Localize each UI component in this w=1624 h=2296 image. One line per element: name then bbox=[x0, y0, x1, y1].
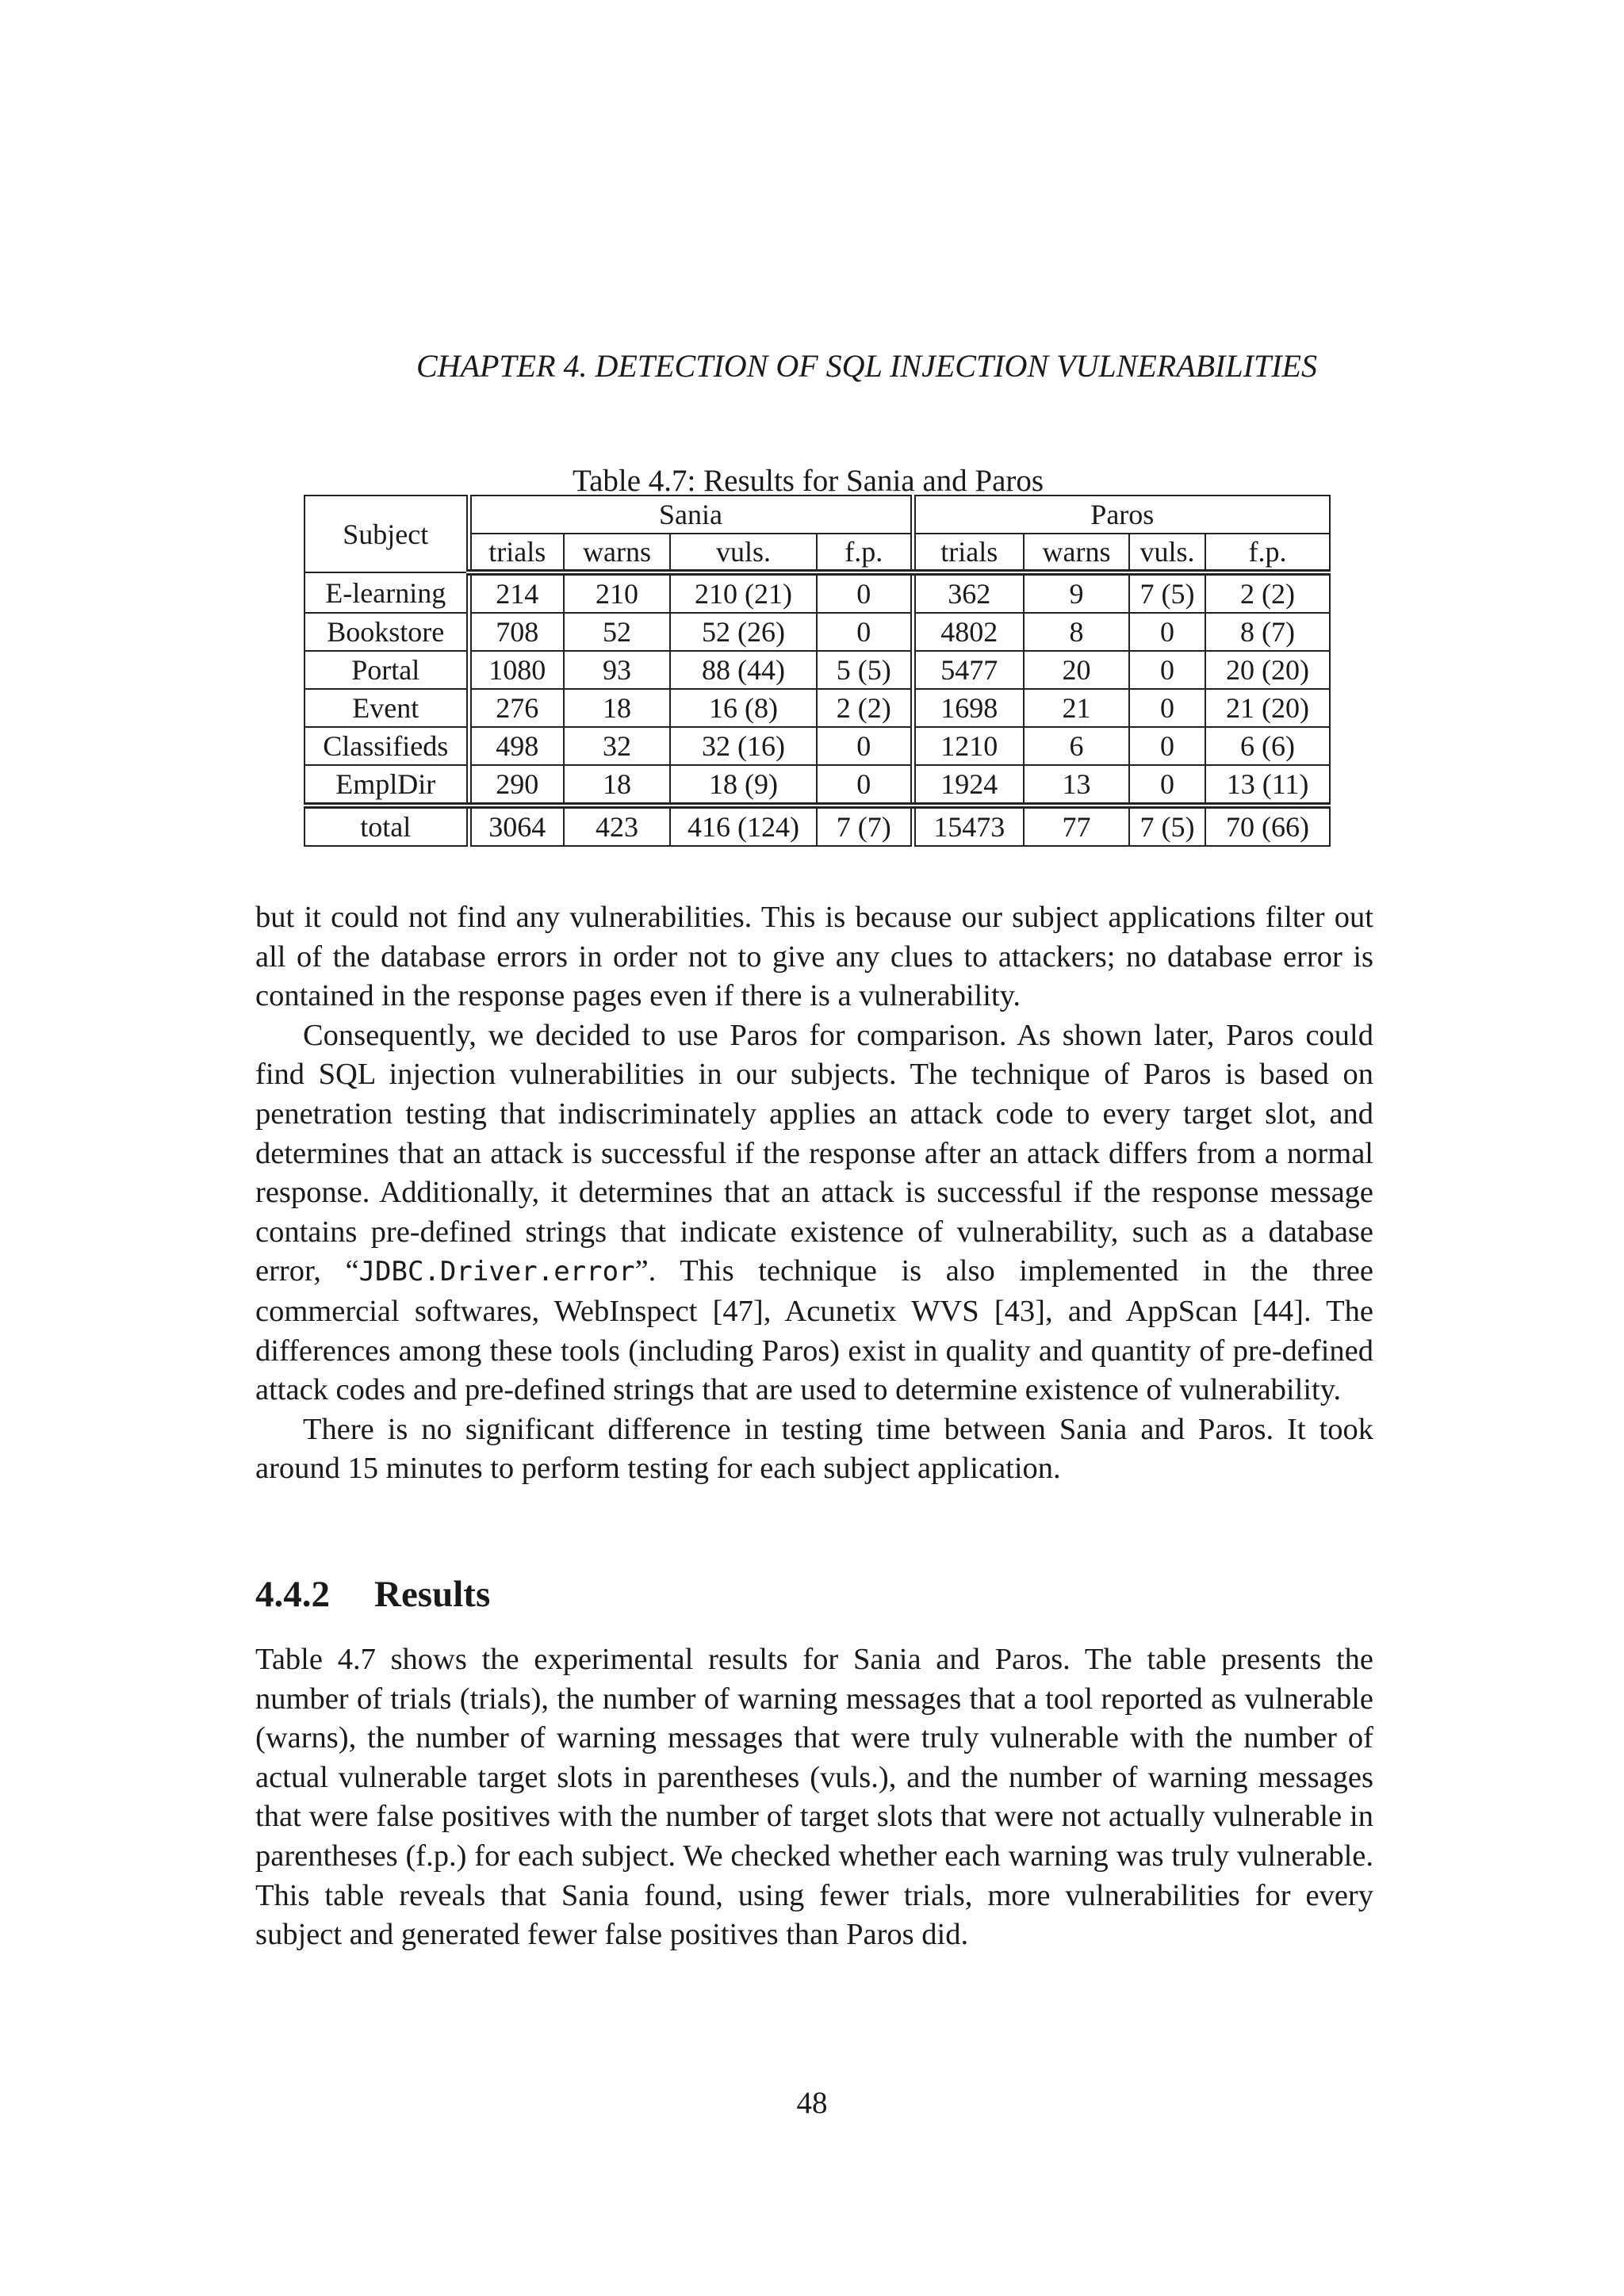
table-cell: 1210 bbox=[913, 727, 1024, 765]
table-cell: 423 bbox=[564, 806, 670, 846]
table-cell: 290 bbox=[469, 765, 564, 806]
table-cell: 4802 bbox=[913, 613, 1024, 651]
column-header: f.p. bbox=[817, 534, 913, 572]
table-cell: 21 (20) bbox=[1205, 689, 1330, 727]
subject-cell: EmplDir bbox=[304, 765, 469, 806]
subject-cell: E-learning bbox=[304, 572, 469, 613]
paragraph: Table 4.7 shows the experimental results for Sania and Paros. The table presents the number of trials (trials), the number of warning messages that a tool reported as vulnerable (warns), the number of warning messages that were truly vulnerable with the number of actual vulnerable target slots in parentheses (vuls.), and the number of warning messages that were false positives with the number of target slots that were not actually vulnerable in parentheses (f.p.) for each subject. We checked whether each warning was truly vulnerable. This table reveals that Sania found, using fewer trials, more vulnerabilities for every subject and generated fewer false positives than Paros did. bbox=[255, 1643, 1373, 1952]
paragraph: There is no significant difference in testing time between Sania and Paros. It took around 15 minutes to perform testing for each subject application. bbox=[255, 1412, 1373, 1486]
subject-cell: Portal bbox=[304, 651, 469, 689]
table-cell: 13 bbox=[1024, 765, 1129, 806]
column-header: warns bbox=[564, 534, 670, 572]
table-cell: 93 bbox=[564, 651, 670, 689]
table-cell: 6 bbox=[1024, 727, 1129, 765]
table-row bbox=[304, 689, 1330, 727]
table-cell: 32 bbox=[564, 727, 670, 765]
table-cell: 0 bbox=[817, 572, 913, 613]
subject-cell: Classifieds bbox=[304, 727, 469, 765]
table-row bbox=[304, 765, 1330, 806]
table-cell: 20 (20) bbox=[1205, 651, 1330, 689]
table-cell: 8 bbox=[1024, 613, 1129, 651]
table-cell: 0 bbox=[1129, 689, 1205, 727]
table-cell: 5 (5) bbox=[817, 651, 913, 689]
table-cell: 18 bbox=[564, 689, 670, 727]
subject-cell: Event bbox=[304, 689, 469, 727]
paragraph-text: Consequently, we decided to use Paros for comparison. As shown later, Paros could find SQL injection vulnerabilities in our subjects. The technique of Paros is based on penetration testing that indiscriminately applies an attack code to every target slot, and determines that an attack is successful if the response after an attack differs from a normal response. Additionally, it determines that an attack is successful if the response message contains pre-defined strings that indicate existence of vulnerability, such as a database error, “ bbox=[255, 1018, 1373, 1288]
column-header: trials bbox=[913, 534, 1024, 572]
table-cell: 8 (7) bbox=[1205, 613, 1330, 651]
paros-group-header: Paros bbox=[913, 496, 1330, 534]
column-header: warns bbox=[1024, 534, 1129, 572]
subject-cell: Bookstore bbox=[304, 613, 469, 651]
table-cell: 2 (2) bbox=[1205, 572, 1330, 613]
table-cell: 0 bbox=[1129, 765, 1205, 806]
running-header: CHAPTER 4. DETECTION OF SQL INJECTION VULNERABILITIES bbox=[416, 348, 1317, 384]
table-cell: 416 (124) bbox=[670, 806, 817, 846]
table-cell: 70 (66) bbox=[1205, 806, 1330, 846]
table-cell: 498 bbox=[469, 727, 564, 765]
table-cell: 77 bbox=[1024, 806, 1129, 846]
table-cell: 708 bbox=[469, 613, 564, 651]
table-row bbox=[304, 613, 1330, 651]
table-cell: 13 (11) bbox=[1205, 765, 1330, 806]
column-header: vuls. bbox=[670, 534, 817, 572]
table-row bbox=[304, 727, 1330, 765]
table-cell: 20 bbox=[1024, 651, 1129, 689]
table-cell: 0 bbox=[1129, 727, 1205, 765]
table-row bbox=[304, 572, 1330, 613]
subject-cell: total bbox=[304, 806, 469, 846]
sania-group-header: Sania bbox=[469, 496, 913, 534]
table-cell: 15473 bbox=[913, 806, 1024, 846]
table-cell: 276 bbox=[469, 689, 564, 727]
table-cell: 2 (2) bbox=[817, 689, 913, 727]
table-cell: 0 bbox=[817, 613, 913, 651]
table-cell: 16 (8) bbox=[670, 689, 817, 727]
table-cell: 52 (26) bbox=[670, 613, 817, 651]
table-cell: 1080 bbox=[469, 651, 564, 689]
subject-header: Subject bbox=[304, 496, 469, 572]
table-cell: 88 (44) bbox=[670, 651, 817, 689]
table-cell: 362 bbox=[913, 572, 1024, 613]
table-cell: 210 (21) bbox=[670, 572, 817, 613]
column-header: trials bbox=[469, 534, 564, 572]
table-cell: 32 (16) bbox=[670, 727, 817, 765]
section-number: 4.4.2 bbox=[255, 1574, 330, 1615]
table-cell: 6 (6) bbox=[1205, 727, 1330, 765]
table-caption: Table 4.7: Results for Sania and Paros bbox=[573, 464, 1044, 498]
table-cell: 214 bbox=[469, 572, 564, 613]
section-heading bbox=[255, 1573, 490, 1616]
table-cell: 0 bbox=[1129, 613, 1205, 651]
table-row bbox=[304, 651, 1330, 689]
table-cell: 18 (9) bbox=[670, 765, 817, 806]
paragraph-text: ”. This technique is also implemented in the three commercial softwares, WebInspect [47], Acunetix WVS [43], and AppScan [44]. The differences among these tools (including Paros) exist in quality and quantity of pre-defined attack codes and pre-defined strings that are used to determine existence of vulnerability. bbox=[255, 1254, 1373, 1407]
table-cell: 7 (7) bbox=[817, 806, 913, 846]
results-table bbox=[304, 495, 1331, 847]
table-cell: 52 bbox=[564, 613, 670, 651]
table-cell: 21 bbox=[1024, 689, 1129, 727]
column-header: vuls. bbox=[1129, 534, 1205, 572]
body-text-top bbox=[255, 898, 1373, 1489]
table-cell: 210 bbox=[564, 572, 670, 613]
table-cell: 3064 bbox=[469, 806, 564, 846]
table-cell: 7 (5) bbox=[1129, 806, 1205, 846]
table-cell: 1924 bbox=[913, 765, 1024, 806]
inline-code: JDBC.Driver.error bbox=[358, 1256, 635, 1288]
table-cell: 0 bbox=[1129, 651, 1205, 689]
table-header-row-1 bbox=[304, 496, 1330, 534]
total-row bbox=[304, 806, 1330, 846]
table-cell: 7 (5) bbox=[1129, 572, 1205, 613]
column-header: f.p. bbox=[1205, 534, 1330, 572]
body-text-bottom bbox=[255, 1640, 1373, 1955]
table-cell: 5477 bbox=[913, 651, 1024, 689]
table-cell: 0 bbox=[817, 765, 913, 806]
table-cell: 9 bbox=[1024, 572, 1129, 613]
table-cell: 1698 bbox=[913, 689, 1024, 727]
table-cell: 0 bbox=[817, 727, 913, 765]
section-title: Results bbox=[374, 1574, 491, 1615]
paragraph bbox=[255, 1016, 1373, 1410]
table-cell: 18 bbox=[564, 765, 670, 806]
paragraph: but it could not find any vulnerabilities. This is because our subject applications filter out all of the database errors in order not to give any clues to attackers; no database error is contained in the response pages even if there is a vulnerability. bbox=[255, 901, 1373, 1013]
page-number: 48 bbox=[796, 2086, 828, 2120]
